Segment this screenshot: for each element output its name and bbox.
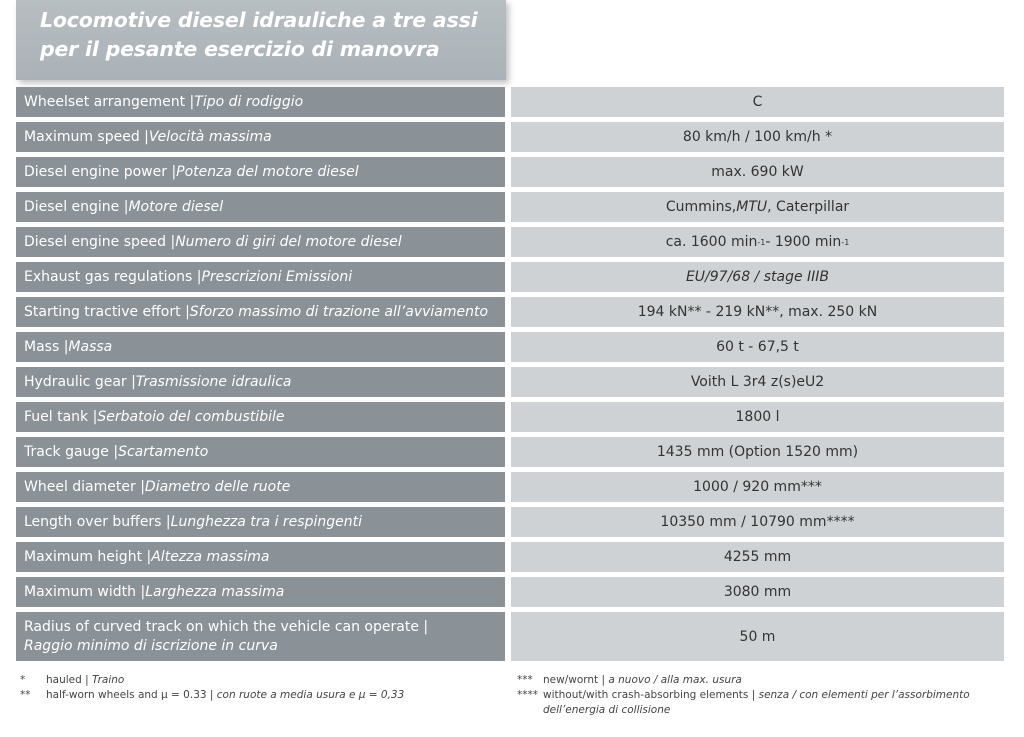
footnote-mark: *: [20, 674, 26, 686]
label-it: Raggio minimo di iscrizione in curva: [24, 637, 278, 654]
row-label: [16, 297, 505, 327]
label-en: Hydraulic gear |: [24, 374, 136, 390]
label-en: Radius of curved track on which the vehicle can operate |: [24, 618, 429, 635]
row-value: 50 m: [511, 612, 1004, 661]
row-label: [16, 122, 505, 152]
label-en: Length over buffers |: [24, 514, 171, 530]
row-label: [16, 227, 505, 257]
row-label: [16, 437, 505, 467]
row-label: [16, 157, 505, 187]
label-it: Prescrizioni Emissioni: [201, 269, 353, 285]
row-label: [16, 577, 505, 607]
footnote-it: a nuovo / alla max. usura: [608, 674, 742, 686]
label-en: Exhaust gas regulations |: [24, 269, 202, 285]
footnote-mark: ***: [517, 674, 533, 686]
footnotes-right: [517, 673, 987, 718]
label-it: Scartamento: [118, 444, 209, 460]
row-value: [511, 262, 1004, 292]
value-part: , Caterpillar: [767, 199, 850, 215]
label-it: Sforzo massimo di trazione all’avviamento: [189, 304, 489, 320]
footnote: [517, 688, 987, 718]
table-row: [16, 332, 1004, 362]
label-en: Maximum speed |: [24, 129, 149, 145]
footnote-en: hauled |: [46, 674, 92, 686]
row-value: [511, 227, 1004, 257]
row-value: 194 kN** - 219 kN**, max. 250 kN: [511, 297, 1004, 327]
footnote: [20, 688, 490, 703]
label-en: Maximum width |: [24, 584, 146, 600]
row-value: [511, 192, 1004, 222]
row-label: [16, 87, 505, 117]
footnotes-left: [20, 673, 490, 703]
table-row: [16, 367, 1004, 397]
row-label: [16, 192, 505, 222]
title-line-1: Locomotive diesel idrauliche a tre assi: [40, 8, 478, 32]
footnote-mark: ****: [517, 689, 538, 701]
label-en: Track gauge |: [24, 444, 119, 460]
row-value: 80 km/h / 100 km/h *: [511, 122, 1004, 152]
label-it: Numero di giri del motore diesel: [175, 234, 402, 250]
label-en: Diesel engine power |: [24, 164, 177, 180]
label-it: Potenza del motore diesel: [176, 164, 359, 180]
value-part: - 1900 min: [765, 234, 842, 250]
table-row: [16, 157, 1004, 187]
label-it: Lunghezza tra i respingenti: [170, 514, 362, 530]
page-title: [40, 6, 477, 64]
footnote-text: [46, 673, 124, 688]
footnote-text: [543, 688, 987, 718]
row-label: [16, 332, 505, 362]
table-row: [16, 472, 1004, 502]
table-row: [16, 542, 1004, 572]
row-label: [16, 402, 505, 432]
label-en: Diesel engine |: [24, 199, 129, 215]
footnote: [517, 673, 987, 688]
row-label: [16, 507, 505, 537]
value-italic: EU/97/68 / stage IIIB: [685, 269, 830, 285]
row-value: 1435 mm (Option 1520 mm): [511, 437, 1004, 467]
footnote-it: Traino: [92, 674, 125, 686]
table-row: [16, 87, 1004, 117]
row-value: C: [511, 87, 1004, 117]
label-it: Massa: [68, 339, 113, 355]
header-banner: [16, 0, 506, 80]
footnote-text: [543, 673, 742, 688]
row-label: [16, 542, 505, 572]
label-it: Serbatoio del combustibile: [97, 409, 285, 425]
table-row: [16, 612, 1004, 661]
table-row: [16, 437, 1004, 467]
label-en: Mass |: [24, 339, 69, 355]
footnote-en: half-worn wheels and μ = 0.33 |: [46, 689, 217, 701]
label-it: Diametro delle ruote: [144, 479, 291, 495]
label-en: Fuel tank |: [24, 409, 98, 425]
row-label: [16, 262, 505, 292]
footnote-text: [46, 688, 404, 703]
superscript: -1: [757, 237, 766, 247]
table-row: [16, 577, 1004, 607]
label-it: Velocità massima: [148, 129, 272, 145]
footnote-en: without/with crash-absorbing elements |: [543, 689, 759, 701]
title-line-2: per il pesante esercizio di manovra: [40, 37, 440, 61]
spec-table: [16, 87, 1004, 666]
row-label: [16, 612, 505, 661]
table-row: [16, 192, 1004, 222]
row-value: 10350 mm / 10790 mm****: [511, 507, 1004, 537]
footnote-it: con ruote a media usura e μ = 0,33: [216, 689, 405, 701]
table-row: [16, 402, 1004, 432]
footnote-mark: **: [20, 689, 31, 701]
label-it: Altezza massima: [151, 549, 270, 565]
label-it: Larghezza massima: [145, 584, 285, 600]
row-value: 1800 l: [511, 402, 1004, 432]
label-it: Trasmissione idraulica: [135, 374, 292, 390]
table-row: [16, 262, 1004, 292]
value-part-italic: MTU: [736, 199, 768, 215]
row-label: [16, 472, 505, 502]
row-label: [16, 367, 505, 397]
table-row: [16, 227, 1004, 257]
value-part: Cummins,: [665, 199, 737, 215]
table-row: [16, 122, 1004, 152]
table-row: [16, 507, 1004, 537]
footnote: [20, 673, 490, 688]
table-row: [16, 297, 1004, 327]
superscript: -1: [841, 237, 850, 247]
label-en: Wheel diameter |: [24, 479, 145, 495]
label-en: Maximum height |: [24, 549, 152, 565]
footnote-en: new/wornt |: [543, 674, 609, 686]
label-en: Starting tractive effort |: [24, 304, 190, 320]
row-value: 3080 mm: [511, 577, 1004, 607]
label-en: Diesel engine speed |: [24, 234, 176, 250]
label-it: Motore diesel: [128, 199, 224, 215]
label-it: Tipo di rodiggio: [194, 94, 304, 110]
row-value: 1000 / 920 mm***: [511, 472, 1004, 502]
label-en: Wheelset arrangement |: [24, 94, 195, 110]
value-part: ca. 1600 min: [665, 234, 758, 250]
footnote-it: senza / con elementi per l’assorbimento dell’energia di collisione: [543, 689, 970, 716]
row-value: max. 690 kW: [511, 157, 1004, 187]
row-value: Voith L 3r4 z(s)eU2: [511, 367, 1004, 397]
row-value: 60 t - 67,5 t: [511, 332, 1004, 362]
row-value: 4255 mm: [511, 542, 1004, 572]
